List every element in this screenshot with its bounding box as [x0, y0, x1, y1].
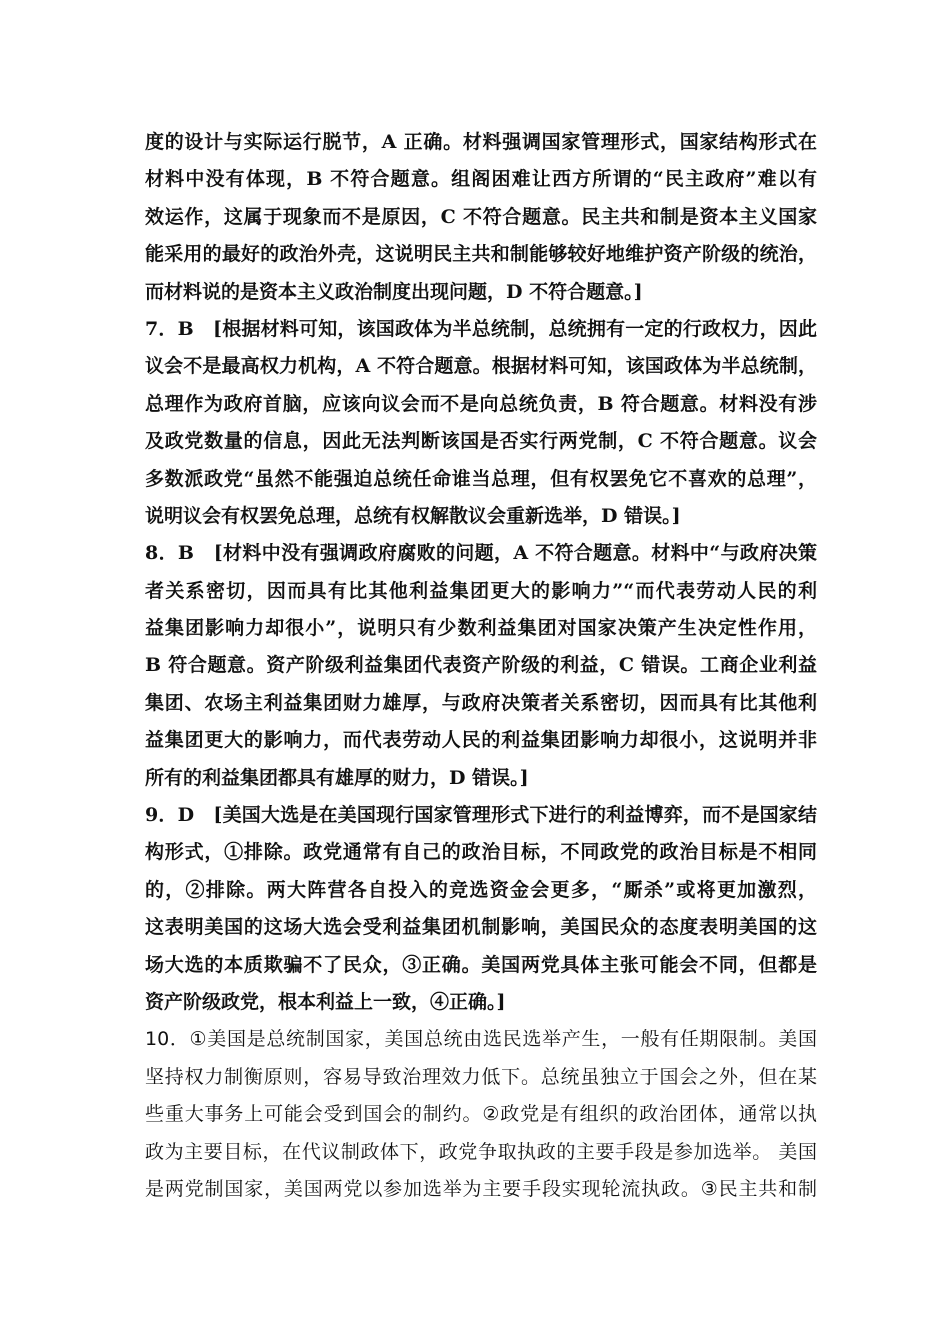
- text-line: 说明议会有权罢免总理，总统有权解散议会重新选举，D 错误。]: [145, 504, 681, 527]
- text-line: 总理作为政府首脑，应该向议会而不是向总统负责，B 符合题意。材料没有涉: [145, 392, 817, 415]
- text-line: 所有的利益集团都具有雄厚的财力，D 错误。]: [145, 766, 529, 789]
- text-line: 多数派政党“虽然不能强迫总统任命谁当总理，但有权罢免它不喜欢的总理”，: [145, 467, 817, 490]
- text-line: 议会不是最高权力机构，A 不符合题意。根据材料可知，该国政体为半总统制，: [145, 355, 817, 378]
- text-line: B 符合题意。资产阶级利益集团代表资产阶级的利益，C 错误。工商企业利益: [145, 654, 817, 677]
- answer-block-q6-continued: [145, 124, 817, 311]
- text-line: 益集团影响力却很小”，说明只有少数利益集团对国家决策产生决定性作用，: [145, 617, 817, 640]
- answer-block-q9: [145, 797, 817, 1021]
- answer-block-q10: [145, 1021, 817, 1208]
- text-line: 能采用的最好的政治外壳，这说明民主共和制能够较好地维护资产阶级的统治，: [145, 243, 817, 266]
- text-line: 的，②排除。两大阵营各自投入的竞选资金会更多，“厮杀”或将更加激烈，: [145, 878, 817, 901]
- text-line: 7．B [根据材料可知，该国政体为半总统制，总统拥有一定的行政权力，因此: [145, 317, 817, 340]
- text-line: 政为主要目标，在代议制政体下，政党争取执政的主要手段是参加选举。 美国: [145, 1140, 817, 1163]
- text-line: 度的设计与实际运行脱节，A 正确。材料强调国家管理形式，国家结构形式在: [145, 131, 817, 153]
- answer-block-q7: [145, 311, 817, 535]
- text-line: 材料中没有体现，B 不符合题意。组阁困难让西方所谓的“民主政府”难以有: [145, 168, 817, 191]
- text-line: 及政党数量的信息，因此无法判断该国是否实行两党制，C 不符合题意。议会: [145, 430, 817, 453]
- text-line: 场大选的本质欺骗不了民众，③正确。美国两党具体主张可能会不同，但都是: [145, 953, 817, 976]
- text-line: 是两党制国家，美国两党以参加选举为主要手段实现轮流执政。③民主共和制: [145, 1177, 817, 1200]
- text-line: 益集团更大的影响力，而代表劳动人民的利益集团影响力却很小，这说明并非: [145, 729, 817, 752]
- text-line: 10．①美国是总统制国家，美国总统由选民选举产生，一般有任期限制。美国: [145, 1028, 817, 1051]
- answer-text-body: [145, 124, 817, 1208]
- text-line: 而材料说的是资本主义政治制度出现问题，D 不符合题意。]: [145, 280, 643, 303]
- text-line: 9．D [美国大选是在美国现行国家管理形式下进行的利益博弈，而不是国家结: [145, 804, 817, 827]
- text-line: 这表明美国的这场大选会受利益集团机制影响，美国民众的态度表明美国的这: [145, 916, 817, 939]
- text-line: 资产阶级政党，根本利益上一致，④正确。]: [145, 990, 506, 1013]
- text-line: 集团、农场主利益集团财力雄厚，与政府决策者关系密切，因而具有比其他利: [145, 691, 817, 714]
- text-line: 些重大事务上可能会受到国会的制约。②政党是有组织的政治团体，通常以执: [145, 1103, 817, 1126]
- text-line: 坚持权力制衡原则，容易导致治理效力低下。总统虽独立于国会之外，但在某: [145, 1065, 817, 1088]
- text-line: 效运作，这属于现象而不是原因，C 不符合题意。民主共和制是资本主义国家: [145, 205, 817, 228]
- text-line: 构形式，①排除。政党通常有自己的政治目标，不同政党的政治目标是不相同: [145, 841, 817, 864]
- answer-block-q8: [145, 535, 817, 797]
- text-line: 8．B [材料中没有强调政府腐败的问题，A 不符合题意。材料中“与政府决策: [145, 542, 817, 565]
- text-line: 者关系密切，因而具有比其他利益集团更大的影响力”“而代表劳动人民的利: [145, 579, 817, 602]
